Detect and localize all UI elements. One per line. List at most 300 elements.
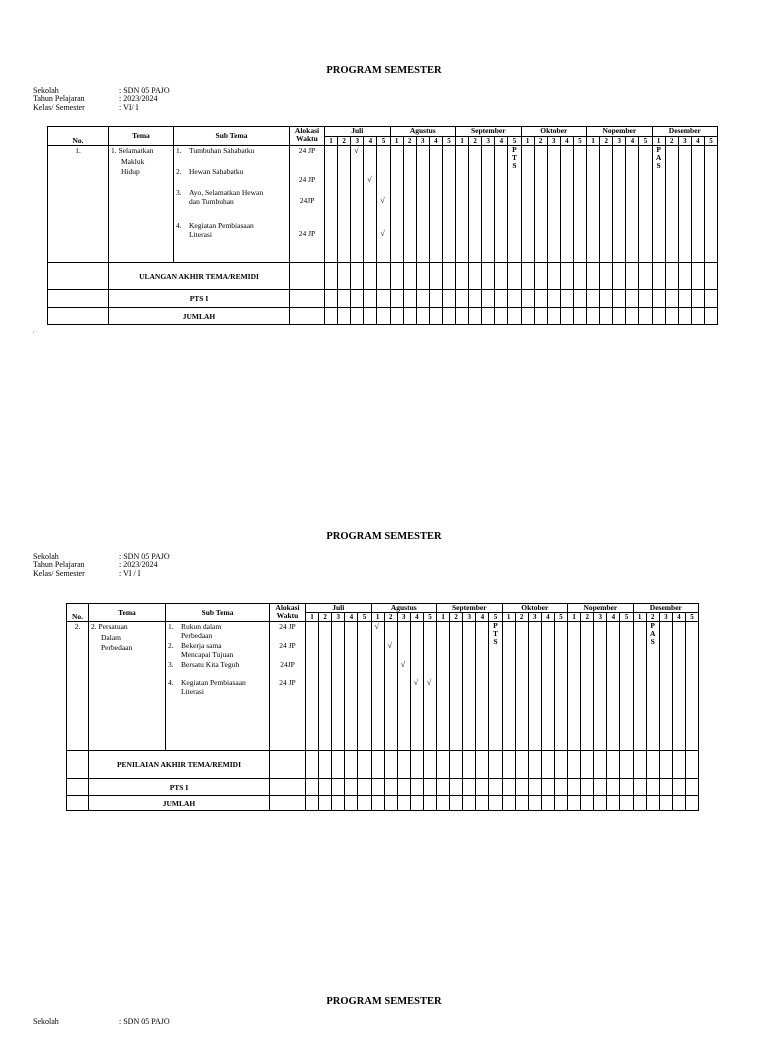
footer-alokasi-cell	[290, 263, 325, 290]
week-number: 2	[646, 613, 659, 622]
footer-week-cell	[568, 751, 581, 779]
footer-week-cell	[423, 779, 436, 796]
week-cell	[338, 146, 351, 263]
week-number: 4	[672, 613, 685, 622]
week-number: 5	[442, 137, 455, 146]
week-cell	[319, 622, 332, 751]
week-cell	[502, 622, 515, 751]
footer-week-cell	[469, 290, 482, 308]
pas-letter: A	[655, 153, 662, 162]
footer-week-cell	[456, 263, 469, 290]
sub-tema-text: Ayo, Selamatkan Hewan	[189, 188, 264, 197]
alokasi-value: 24 JP	[279, 641, 296, 650]
footer-week-cell	[594, 751, 607, 779]
info-value: : SDN 05 PAJO	[119, 86, 170, 95]
footer-week-cell	[325, 263, 338, 290]
header-tema: Tema	[109, 127, 174, 146]
footer-week-cell	[358, 779, 371, 796]
week-cell	[429, 146, 442, 263]
week-cell	[613, 146, 626, 263]
pas-letter: P	[656, 145, 661, 154]
footer-week-cell	[450, 779, 463, 796]
footer-week-cell	[403, 308, 416, 325]
footer-week-cell	[397, 751, 410, 779]
week-cell	[620, 622, 633, 751]
sub-tema-text: Literasi	[181, 687, 204, 696]
week-number: 1	[652, 137, 665, 146]
week-cell	[573, 146, 586, 263]
sub-tema-text: Rukun dalam	[181, 622, 222, 631]
footer-week-cell	[633, 751, 646, 779]
month-header: Oktober	[502, 604, 568, 613]
footer-week-cell	[371, 796, 384, 811]
sub-tema-item	[168, 641, 233, 659]
check-mark: √	[426, 678, 432, 687]
school-info	[33, 1018, 233, 1048]
footer-week-cell	[397, 779, 410, 796]
sub-tema-item	[176, 146, 254, 155]
week-number: 1	[568, 613, 581, 622]
week-number: 4	[429, 137, 442, 146]
week-cell	[587, 146, 600, 263]
footer-week-cell	[515, 779, 528, 796]
footer-week-cell	[515, 796, 528, 811]
footer-label: JUMLAH	[89, 796, 270, 811]
week-cell	[633, 622, 646, 751]
pts-letter: P	[512, 145, 517, 154]
sub-tema-text: Bersatu Kita Teguh	[181, 660, 240, 669]
month-header: Desember	[652, 127, 718, 137]
alokasi-cell	[270, 622, 306, 751]
alokasi-value: 24 JP	[298, 146, 316, 155]
header-sub-tema: Sub Tema	[166, 604, 270, 622]
info-label: Tahun Pelajaran	[33, 94, 85, 104]
row-number: 2.	[67, 622, 89, 751]
footer-week-cell	[534, 263, 547, 290]
footer-week-cell	[403, 263, 416, 290]
sub-tema-number: 3.	[168, 660, 174, 669]
info-label: Kelas/ Semester	[33, 102, 85, 112]
footer-week-cell	[450, 796, 463, 811]
footer-week-cell	[364, 308, 377, 325]
footer-week-cell	[437, 796, 450, 811]
footer-week-cell	[534, 290, 547, 308]
footer-week-cell	[390, 263, 403, 290]
footer-week-cell	[515, 751, 528, 779]
footer-week-cell	[607, 796, 620, 811]
footer-week-cell	[489, 751, 502, 779]
footer-week-cell	[547, 263, 560, 290]
footer-week-cell	[358, 751, 371, 779]
footer-week-cell	[416, 263, 429, 290]
week-cell	[685, 622, 698, 751]
footer-week-cell	[351, 263, 364, 290]
sub-tema-number: 2.	[176, 167, 182, 176]
footer-no-cell	[67, 779, 89, 796]
pts-letter: T	[492, 629, 498, 638]
info-value: : SDN 05 PAJO	[119, 1017, 170, 1026]
week-number: 3	[463, 613, 476, 622]
week-cell	[442, 146, 455, 263]
week-cell	[463, 622, 476, 751]
footer-week-cell	[489, 779, 502, 796]
footer-week-cell	[469, 263, 482, 290]
week-cell	[515, 622, 528, 751]
week-cell	[626, 146, 639, 263]
week-number: 1	[502, 613, 515, 622]
week-cell	[364, 146, 377, 263]
week-number: 1	[633, 613, 646, 622]
footer-week-cell	[704, 290, 717, 308]
footer-week-cell	[547, 308, 560, 325]
month-header: Desember	[633, 604, 699, 613]
sub-tema-text: Kegiatan Pembiasaan	[189, 221, 254, 230]
week-cell	[639, 146, 652, 263]
week-cell	[672, 622, 685, 751]
row-number: 1.	[48, 146, 109, 263]
week-cell	[547, 146, 560, 263]
footer-week-cell	[377, 263, 390, 290]
header-alokasi: Alokasi	[294, 126, 320, 135]
pas-letter: P	[650, 621, 656, 630]
footer-week-cell	[338, 308, 351, 325]
pas-letter: S	[650, 637, 655, 646]
week-cell	[384, 622, 397, 751]
header-tema: Tema	[89, 604, 166, 622]
footer-week-cell	[528, 779, 541, 796]
footer-week-cell	[482, 308, 495, 325]
week-cell	[423, 622, 436, 751]
footer-week-cell	[508, 290, 521, 308]
week-number: 5	[423, 613, 436, 622]
week-cell	[652, 146, 665, 263]
footer-week-cell	[672, 779, 685, 796]
week-cell	[403, 146, 416, 263]
week-number: 5	[508, 137, 521, 146]
footer-week-cell	[364, 290, 377, 308]
footer-week-cell	[704, 308, 717, 325]
section-title: PROGRAM SEMESTER	[326, 531, 442, 542]
week-cell	[450, 622, 463, 751]
footer-week-cell	[704, 263, 717, 290]
footer-week-cell	[325, 308, 338, 325]
footer-week-cell	[476, 796, 489, 811]
check-mark: √	[354, 146, 359, 155]
week-cell	[345, 622, 358, 751]
week-number: 3	[416, 137, 429, 146]
week-number: 3	[613, 137, 626, 146]
footer-alokasi-cell	[270, 751, 306, 779]
footer-week-cell	[600, 308, 613, 325]
footer-week-cell	[377, 290, 390, 308]
pas-letter: S	[656, 161, 661, 170]
footer-week-cell	[351, 308, 364, 325]
footer-week-cell	[463, 779, 476, 796]
sub-tema-text: dan Tumbuhan	[189, 197, 234, 206]
week-cell	[410, 622, 423, 751]
footer-week-cell	[678, 263, 691, 290]
sub-tema-item	[168, 622, 221, 640]
week-number: 5	[704, 137, 717, 146]
footer-week-cell	[587, 263, 600, 290]
footer-week-cell	[646, 779, 659, 796]
footer-week-cell	[659, 751, 672, 779]
footer-week-cell	[489, 796, 502, 811]
footer-week-cell	[573, 308, 586, 325]
week-cell	[659, 622, 672, 751]
week-cell	[541, 622, 554, 751]
footer-week-cell	[319, 796, 332, 811]
month-header: Nopember	[568, 604, 634, 613]
month-header: Juli	[325, 127, 391, 137]
week-number: 3	[332, 613, 345, 622]
footer-week-cell	[652, 290, 665, 308]
week-number: 2	[450, 613, 463, 622]
week-number: 2	[534, 137, 547, 146]
week-cell	[600, 146, 613, 263]
week-cell	[495, 146, 508, 263]
header-waktu: Waktu	[276, 611, 299, 620]
week-cell	[482, 146, 495, 263]
footer-week-cell	[521, 263, 534, 290]
pts-letter: S	[493, 637, 498, 646]
footer-week-cell	[678, 308, 691, 325]
week-number: 3	[528, 613, 541, 622]
week-cell	[528, 622, 541, 751]
stray-mark: .	[33, 329, 35, 335]
footer-week-cell	[390, 290, 403, 308]
footer-week-cell	[495, 308, 508, 325]
footer-week-cell	[416, 308, 429, 325]
week-number: 2	[581, 613, 594, 622]
footer-week-cell	[358, 796, 371, 811]
alokasi-value: 24 JP	[279, 622, 296, 631]
pts-letter: S	[512, 161, 517, 170]
check-mark: √	[400, 660, 406, 669]
week-number: 2	[469, 137, 482, 146]
week-number: 2	[515, 613, 528, 622]
footer-week-cell	[626, 308, 639, 325]
week-number: 5	[489, 613, 502, 622]
footer-week-cell	[568, 796, 581, 811]
footer-week-cell	[345, 779, 358, 796]
footer-week-cell	[332, 796, 345, 811]
week-number: 3	[594, 613, 607, 622]
month-header: Juli	[306, 604, 372, 613]
footer-week-cell	[397, 796, 410, 811]
footer-week-cell	[639, 290, 652, 308]
sub-tema-text: Hewan Sahabatku	[189, 167, 244, 176]
footer-alokasi-cell	[290, 308, 325, 325]
week-cell	[607, 622, 620, 751]
check-mark: √	[367, 175, 372, 184]
sub-tema-number: 3.	[176, 188, 182, 197]
week-cell	[560, 146, 573, 263]
footer-week-cell	[607, 779, 620, 796]
week-number: 1	[390, 137, 403, 146]
footer-week-cell	[620, 796, 633, 811]
tema-line: 2. Persatuan	[91, 622, 128, 631]
footer-week-cell	[613, 308, 626, 325]
header-sub-tema: Sub Tema	[174, 127, 290, 146]
week-cell	[581, 622, 594, 751]
tema-line: Hidup	[121, 167, 140, 176]
week-number: 4	[410, 613, 423, 622]
tema-line: Dalam	[101, 632, 121, 642]
week-number: 4	[364, 137, 377, 146]
footer-week-cell	[437, 779, 450, 796]
sub-tema-number: 2.	[168, 641, 174, 650]
footer-week-cell	[534, 308, 547, 325]
tema-cell	[109, 146, 174, 263]
footer-no-cell	[67, 751, 89, 779]
week-number: 3	[397, 613, 410, 622]
tema-line: 1. Selamatkan	[111, 146, 154, 155]
pas-letter: A	[650, 629, 656, 638]
week-cell	[665, 146, 678, 263]
footer-week-cell	[476, 751, 489, 779]
footer-week-cell	[495, 263, 508, 290]
header-alokasi-waktu	[270, 604, 306, 622]
tema-cell	[89, 622, 166, 751]
week-number: 4	[607, 613, 620, 622]
week-cell	[508, 146, 521, 263]
footer-week-cell	[691, 290, 704, 308]
week-cell	[691, 146, 704, 263]
sub-tema-number: 4.	[168, 678, 174, 687]
footer-week-cell	[659, 796, 672, 811]
month-header: Agustus	[371, 604, 437, 613]
sub-tema-number: 1.	[176, 146, 182, 155]
footer-week-cell	[672, 796, 685, 811]
footer-week-cell	[521, 308, 534, 325]
week-cell	[646, 622, 659, 751]
footer-week-cell	[554, 751, 567, 779]
footer-week-cell	[319, 751, 332, 779]
week-cell	[397, 622, 410, 751]
footer-week-cell	[521, 290, 534, 308]
week-number: 5	[685, 613, 698, 622]
week-number: 5	[573, 137, 586, 146]
footer-week-cell	[423, 751, 436, 779]
week-number: 1	[437, 613, 450, 622]
footer-week-cell	[377, 308, 390, 325]
footer-week-cell	[672, 751, 685, 779]
sub-tema-item	[168, 660, 239, 669]
header-waktu: Waktu	[296, 134, 318, 143]
section-title: PROGRAM SEMESTER	[326, 996, 442, 1007]
footer-week-cell	[665, 290, 678, 308]
info-value: : VI / I	[119, 568, 141, 578]
week-cell	[521, 146, 534, 263]
month-header: Agustus	[390, 127, 456, 137]
footer-week-cell	[665, 308, 678, 325]
footer-week-cell	[403, 290, 416, 308]
footer-week-cell	[646, 796, 659, 811]
week-cell	[489, 622, 502, 751]
info-label: Kelas/ Semester	[33, 568, 85, 578]
month-header: Oktober	[521, 127, 587, 137]
footer-week-cell	[495, 290, 508, 308]
footer-alokasi-cell	[270, 779, 306, 796]
week-cell	[534, 146, 547, 263]
footer-week-cell	[502, 779, 515, 796]
footer-week-cell	[502, 751, 515, 779]
alokasi-value: 24 JP	[279, 678, 296, 687]
footer-week-cell	[685, 751, 698, 779]
check-mark: √	[374, 622, 379, 631]
week-number: 5	[358, 613, 371, 622]
footer-week-cell	[541, 779, 554, 796]
alokasi-value: 24 JP	[298, 229, 316, 238]
week-number: 2	[384, 613, 397, 622]
footer-week-cell	[332, 751, 345, 779]
week-number: 3	[678, 137, 691, 146]
footer-week-cell	[560, 290, 573, 308]
month-header: September	[437, 604, 503, 613]
footer-week-cell	[560, 308, 573, 325]
footer-no-cell	[48, 263, 109, 290]
footer-week-cell	[482, 290, 495, 308]
footer-week-cell	[678, 290, 691, 308]
sub-tema-text: Mencapai Tujuan	[181, 650, 234, 659]
footer-week-cell	[626, 263, 639, 290]
footer-week-cell	[573, 290, 586, 308]
footer-week-cell	[306, 779, 319, 796]
footer-week-cell	[319, 779, 332, 796]
check-mark: √	[387, 641, 392, 650]
footer-week-cell	[463, 751, 476, 779]
info-value: : 2023/2024	[119, 94, 158, 104]
week-number: 4	[560, 137, 573, 146]
footer-week-cell	[639, 263, 652, 290]
info-label: Sekolah	[33, 86, 59, 95]
footer-week-cell	[410, 779, 423, 796]
week-number: 1	[587, 137, 600, 146]
semester-program-table	[47, 126, 718, 325]
week-number: 4	[626, 137, 639, 146]
footer-week-cell	[665, 263, 678, 290]
sub-tema-text: Perbedaan	[181, 631, 213, 640]
footer-week-cell	[646, 751, 659, 779]
sub-tema-item	[168, 678, 246, 696]
tema-line: Perbedaan	[101, 643, 133, 652]
footer-week-cell	[508, 308, 521, 325]
footer-week-cell	[581, 751, 594, 779]
sub-tema-text: Literasi	[189, 230, 212, 239]
week-number: 3	[659, 613, 672, 622]
footer-week-cell	[613, 290, 626, 308]
header-no: No.	[67, 604, 89, 622]
footer-week-cell	[338, 263, 351, 290]
footer-week-cell	[626, 290, 639, 308]
week-cell	[332, 622, 345, 751]
alokasi-value: 24JP	[299, 196, 315, 205]
footer-label: ULANGAN AKHIR TEMA/REMIDI	[109, 263, 290, 290]
footer-week-cell	[541, 796, 554, 811]
footer-week-cell	[508, 263, 521, 290]
check-mark: √	[413, 678, 419, 687]
footer-week-cell	[442, 263, 455, 290]
footer-week-cell	[410, 796, 423, 811]
week-number: 4	[691, 137, 704, 146]
semester-program-table	[66, 603, 699, 811]
week-cell	[371, 622, 384, 751]
week-cell	[469, 146, 482, 263]
week-cell	[377, 146, 390, 263]
footer-week-cell	[600, 290, 613, 308]
info-value: : SDN 05 PAJO	[119, 552, 170, 561]
